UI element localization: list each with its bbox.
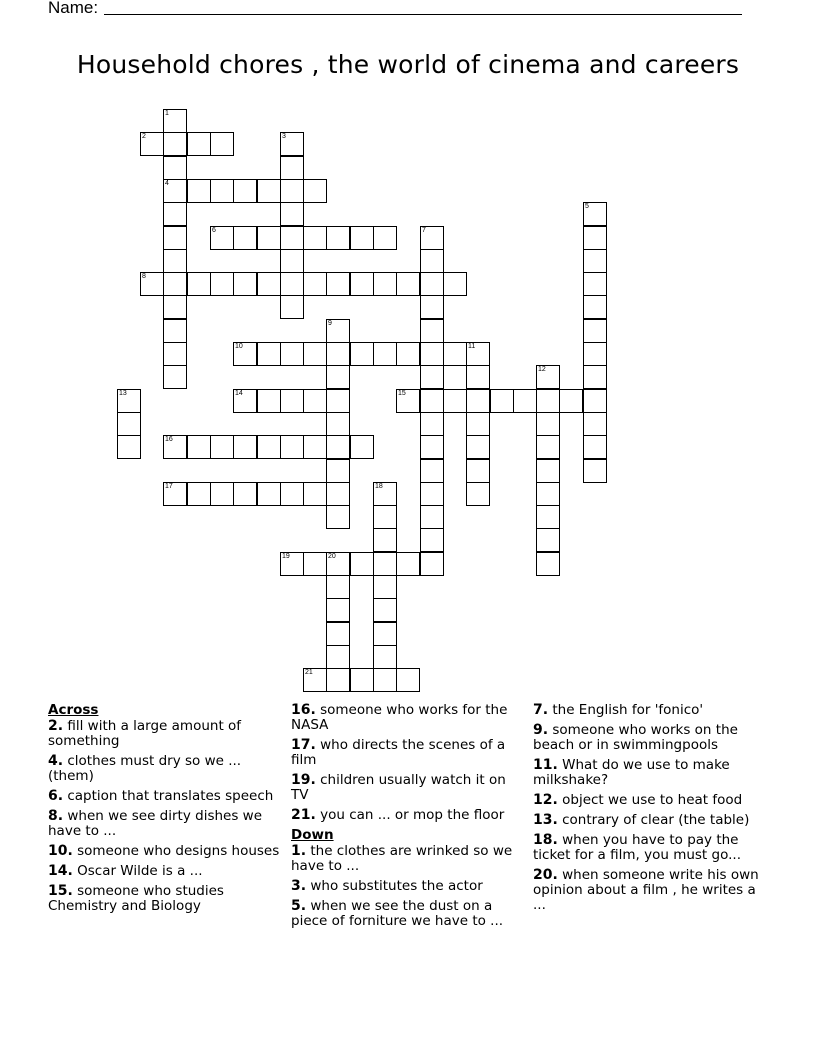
grid-cell[interactable]: [583, 249, 607, 273]
grid-cell[interactable]: [163, 226, 187, 250]
grid-cell[interactable]: [326, 412, 350, 436]
grid-cell[interactable]: [280, 202, 304, 226]
clue-number: 10: [235, 343, 243, 350]
clue-across-14: 14. Oscar Wilde is a ...: [48, 863, 203, 879]
grid-cell[interactable]: [466, 435, 490, 459]
grid-cell[interactable]: [396, 668, 420, 692]
grid-cell[interactable]: [163, 132, 187, 156]
grid-cell[interactable]: [373, 552, 397, 576]
grid-cell[interactable]: [536, 365, 560, 389]
grid-cell[interactable]: [303, 435, 327, 459]
down-heading: Down: [291, 827, 334, 843]
clue-number: 18: [375, 483, 383, 490]
grid-cell[interactable]: [326, 505, 350, 529]
across-heading: Across: [48, 702, 99, 718]
grid-cell[interactable]: [303, 668, 327, 692]
clue-number: 7: [422, 227, 426, 234]
grid-cell[interactable]: [280, 132, 304, 156]
clues-column-1: [48, 703, 283, 919]
name-label: Name:: [48, 0, 99, 17]
grid-cell[interactable]: [257, 482, 281, 506]
grid-cell[interactable]: [420, 482, 444, 506]
grid-cell[interactable]: [163, 435, 187, 459]
clue-number: 11: [468, 343, 476, 350]
grid-cell[interactable]: [280, 342, 304, 366]
grid-cell[interactable]: [210, 482, 234, 506]
grid-cell[interactable]: [350, 668, 374, 692]
grid-cell[interactable]: [326, 435, 350, 459]
clue-across-4: 4. clothes must dry so we ... (them): [48, 753, 242, 784]
grid-cell[interactable]: [420, 295, 444, 319]
grid-cell[interactable]: [420, 505, 444, 529]
grid-cell[interactable]: [536, 435, 560, 459]
grid-cell[interactable]: [257, 389, 281, 413]
grid-cell[interactable]: [163, 156, 187, 180]
clue-number: 21: [305, 669, 313, 676]
grid-cell[interactable]: [326, 342, 350, 366]
grid-cell[interactable]: [233, 179, 257, 203]
clue-number: 6: [212, 227, 216, 234]
clue-number: 4: [165, 180, 169, 187]
grid-cell[interactable]: [163, 482, 187, 506]
grid-cell[interactable]: [583, 389, 607, 413]
grid-cell[interactable]: [163, 295, 187, 319]
grid-cell[interactable]: [210, 132, 234, 156]
grid-cell[interactable]: [513, 389, 537, 413]
grid-cell[interactable]: [257, 272, 281, 296]
clue-number: 19: [282, 553, 290, 560]
grid-cell[interactable]: [117, 389, 141, 413]
grid-cell[interactable]: [326, 622, 350, 646]
clue-down-20: 20. when someone write his own opinion about a film , he writes a ...: [533, 867, 759, 913]
grid-cell[interactable]: [536, 528, 560, 552]
grid-cell[interactable]: [326, 552, 350, 576]
grid-cell[interactable]: [280, 435, 304, 459]
grid-cell[interactable]: [536, 389, 560, 413]
clue-across-10: 10. someone who designs houses: [48, 843, 280, 859]
grid-cell[interactable]: [536, 482, 560, 506]
clue-number: 16: [165, 436, 173, 443]
grid-cell[interactable]: [396, 389, 420, 413]
grid-cell[interactable]: [420, 435, 444, 459]
grid-cell[interactable]: [163, 365, 187, 389]
grid-cell[interactable]: [466, 412, 490, 436]
grid-cell[interactable]: [326, 645, 350, 669]
grid-cell[interactable]: [257, 226, 281, 250]
grid-cell[interactable]: [373, 342, 397, 366]
grid-cell[interactable]: [466, 342, 490, 366]
grid-cell[interactable]: [350, 342, 374, 366]
grid-cell[interactable]: [326, 272, 350, 296]
grid-cell[interactable]: [420, 459, 444, 483]
grid-cell[interactable]: [536, 552, 560, 576]
grid-cell[interactable]: [583, 342, 607, 366]
clue-down-18: 18. when you have to pay the ticket for a film, you must go...: [533, 832, 741, 863]
grid-cell[interactable]: [326, 575, 350, 599]
grid-cell[interactable]: [233, 435, 257, 459]
grid-cell[interactable]: [163, 179, 187, 203]
grid-cell[interactable]: [373, 528, 397, 552]
grid-cell[interactable]: [373, 482, 397, 506]
clue-down-11: 11. What do we use to make milkshake?: [533, 757, 730, 788]
grid-cell[interactable]: [350, 552, 374, 576]
clue-down-3: 3. who substitutes the actor: [291, 878, 483, 894]
grid-cell[interactable]: [466, 459, 490, 483]
grid-cell[interactable]: [233, 342, 257, 366]
clue-number: 8: [142, 273, 146, 280]
grid-cell[interactable]: [373, 668, 397, 692]
grid-cell[interactable]: [210, 272, 234, 296]
clue-number: 20: [328, 553, 336, 560]
grid-cell[interactable]: [443, 272, 467, 296]
grid-cell[interactable]: [420, 552, 444, 576]
grid-cell[interactable]: [280, 226, 304, 250]
grid-cell[interactable]: [233, 482, 257, 506]
clue-down-1: 1. the clothes are wrinked so we have to ...: [291, 843, 513, 874]
grid-cell[interactable]: [280, 295, 304, 319]
grid-cell[interactable]: [187, 132, 211, 156]
grid-cell[interactable]: [233, 226, 257, 250]
clue-number: 17: [165, 483, 173, 490]
grid-cell[interactable]: [187, 482, 211, 506]
grid-cell[interactable]: [326, 226, 350, 250]
grid-cell[interactable]: [163, 202, 187, 226]
grid-cell[interactable]: [420, 249, 444, 273]
clues-column-3: [533, 703, 768, 918]
grid-cell[interactable]: [257, 179, 281, 203]
grid-cell[interactable]: [187, 272, 211, 296]
grid-cell[interactable]: [373, 575, 397, 599]
grid-cell[interactable]: [326, 482, 350, 506]
grid-cell[interactable]: [210, 179, 234, 203]
clues-column-2: [291, 703, 526, 934]
grid-cell[interactable]: [210, 226, 234, 250]
grid-cell[interactable]: [583, 272, 607, 296]
grid-cell[interactable]: [583, 365, 607, 389]
grid-cell[interactable]: [210, 435, 234, 459]
grid-cell[interactable]: [280, 156, 304, 180]
grid-cell[interactable]: [303, 482, 327, 506]
grid-cell[interactable]: [140, 272, 164, 296]
clue-number: 9: [328, 320, 332, 327]
grid-cell[interactable]: [163, 342, 187, 366]
clue-number: 13: [119, 390, 127, 397]
clue-number: 2: [142, 133, 146, 140]
grid-cell[interactable]: [420, 365, 444, 389]
clue-number: 5: [585, 203, 589, 210]
grid-cell[interactable]: [280, 482, 304, 506]
clue-number: 12: [538, 366, 546, 373]
grid-cell[interactable]: [303, 272, 327, 296]
grid-cell[interactable]: [280, 179, 304, 203]
clue-across-17: 17. who directs the scenes of a film: [291, 737, 506, 768]
grid-cell[interactable]: [559, 389, 583, 413]
clue-across-15: 15. someone who studies Chemistry and Biology: [48, 883, 224, 914]
grid-cell[interactable]: [326, 389, 350, 413]
grid-cell[interactable]: [163, 319, 187, 343]
clue-down-9: 9. someone who works on the beach or in swimmingpools: [533, 722, 738, 753]
grid-cell[interactable]: [466, 365, 490, 389]
grid-cell[interactable]: [373, 226, 397, 250]
grid-cell[interactable]: [233, 389, 257, 413]
clue-down-12: 12. object we use to heat food: [533, 792, 743, 808]
grid-cell[interactable]: [303, 389, 327, 413]
clue-across-19: 19. children usually watch it on TV: [291, 772, 506, 803]
grid-cell[interactable]: [280, 272, 304, 296]
grid-cell[interactable]: [583, 295, 607, 319]
grid-cell[interactable]: [326, 668, 350, 692]
grid-cell[interactable]: [303, 552, 327, 576]
clue-number: 14: [235, 390, 243, 397]
grid-cell[interactable]: [350, 435, 374, 459]
grid-cell[interactable]: [140, 132, 164, 156]
grid-cell[interactable]: [443, 342, 467, 366]
grid-cell[interactable]: [583, 202, 607, 226]
grid-cell[interactable]: [373, 622, 397, 646]
grid-cell[interactable]: [373, 598, 397, 622]
grid-cell[interactable]: [280, 249, 304, 273]
grid-cell[interactable]: [163, 109, 187, 133]
grid-cell[interactable]: [257, 342, 281, 366]
clue-down-7: 7. the English for 'fonico': [533, 702, 704, 718]
clue-number: 1: [165, 110, 169, 117]
grid-cell[interactable]: [583, 459, 607, 483]
grid-cell[interactable]: [420, 342, 444, 366]
grid-cell[interactable]: [583, 226, 607, 250]
grid-cell[interactable]: [280, 389, 304, 413]
grid-cell[interactable]: [396, 342, 420, 366]
grid-cell[interactable]: [326, 459, 350, 483]
grid-cell[interactable]: [420, 528, 444, 552]
grid-cell[interactable]: [396, 272, 420, 296]
grid-cell[interactable]: [443, 389, 467, 413]
grid-cell[interactable]: [420, 226, 444, 250]
clue-across-2: 2. fill with a large amount of something: [48, 718, 242, 749]
grid-cell[interactable]: [163, 272, 187, 296]
grid-cell[interactable]: [187, 179, 211, 203]
grid-cell[interactable]: [583, 435, 607, 459]
grid-cell[interactable]: [466, 482, 490, 506]
grid-cell[interactable]: [350, 226, 374, 250]
grid-cell[interactable]: [303, 179, 327, 203]
clue-number: 15: [398, 390, 406, 397]
grid-cell[interactable]: [420, 412, 444, 436]
grid-cell[interactable]: [303, 226, 327, 250]
grid-cell[interactable]: [396, 552, 420, 576]
grid-cell[interactable]: [536, 505, 560, 529]
grid-cell[interactable]: [350, 272, 374, 296]
grid-cell[interactable]: [420, 319, 444, 343]
grid-cell[interactable]: [326, 319, 350, 343]
clue-number: 3: [282, 133, 286, 140]
page-title: Household chores , the world of cinema and careers: [76, 50, 740, 79]
clue-across-8: 8. when we see dirty dishes we have to ...: [48, 808, 263, 839]
grid-cell[interactable]: [373, 272, 397, 296]
grid-cell[interactable]: [420, 272, 444, 296]
grid-cell[interactable]: [373, 645, 397, 669]
grid-cell[interactable]: [536, 459, 560, 483]
grid-cell[interactable]: [303, 342, 327, 366]
grid-cell[interactable]: [326, 598, 350, 622]
grid-cell[interactable]: [117, 412, 141, 436]
grid-cell[interactable]: [187, 435, 211, 459]
grid-cell[interactable]: [490, 389, 514, 413]
grid-cell[interactable]: [257, 435, 281, 459]
grid-cell[interactable]: [466, 389, 490, 413]
grid-cell[interactable]: [233, 272, 257, 296]
grid-cell[interactable]: [583, 319, 607, 343]
grid-cell[interactable]: [536, 412, 560, 436]
grid-cell[interactable]: [117, 435, 141, 459]
grid-cell[interactable]: [373, 505, 397, 529]
grid-cell[interactable]: [583, 412, 607, 436]
clue-down-13: 13. contrary of clear (the table): [533, 812, 750, 828]
grid-cell[interactable]: [280, 552, 304, 576]
clue-down-5: 5. when we see the dust on a piece of forniture we have to ...: [291, 898, 504, 929]
grid-cell[interactable]: [163, 249, 187, 273]
grid-cell[interactable]: [326, 365, 350, 389]
clue-across-6: 6. caption that translates speech: [48, 788, 274, 804]
clue-across-16: 16. someone who works for the NASA: [291, 702, 508, 733]
grid-cell[interactable]: [420, 389, 444, 413]
clue-across-21: 21. you can ... or mop the floor: [291, 807, 505, 823]
